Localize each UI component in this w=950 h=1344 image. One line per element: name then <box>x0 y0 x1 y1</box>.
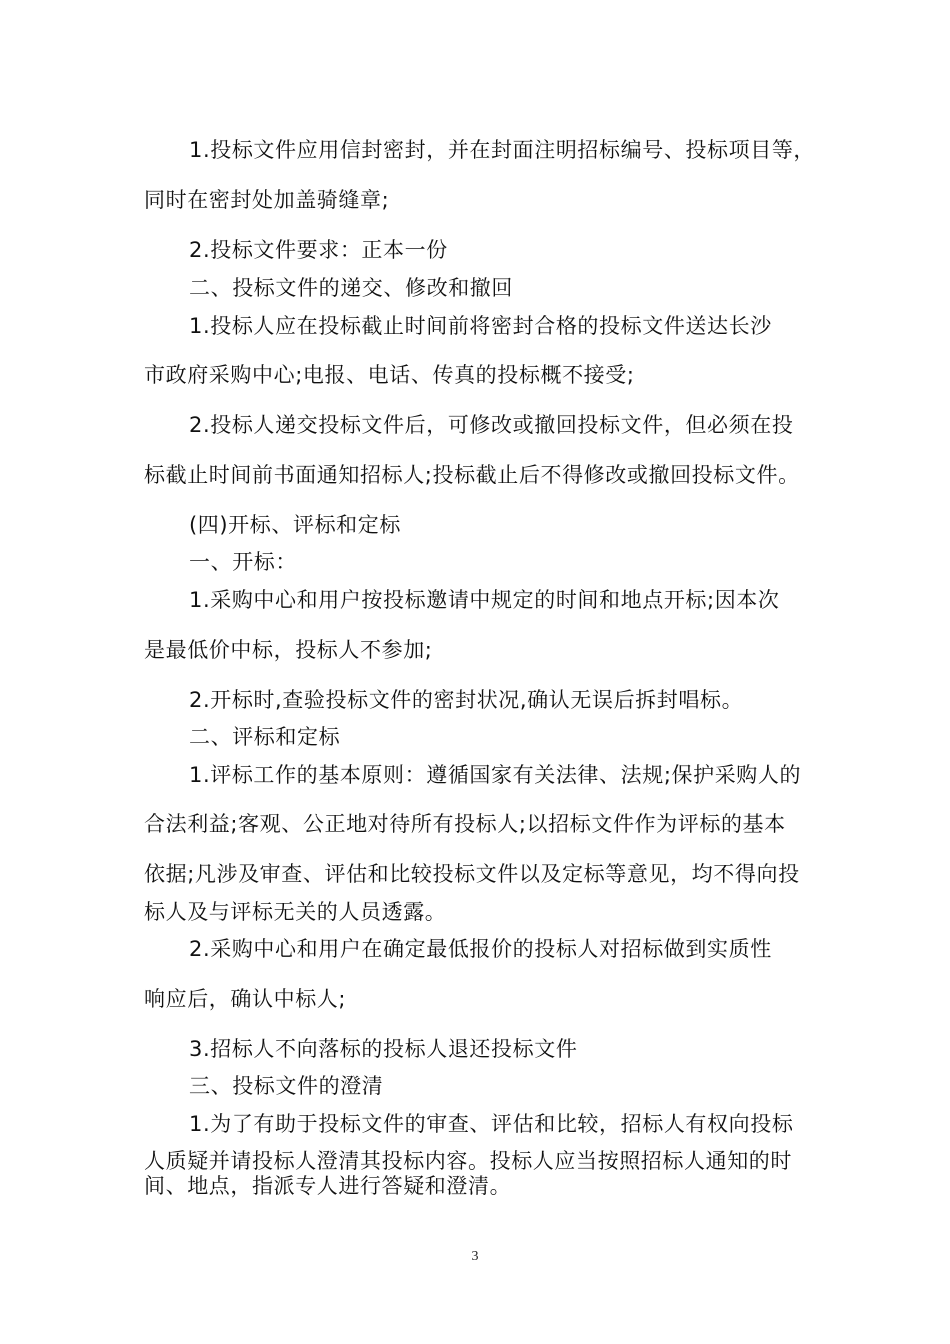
section-heading: 二、投标文件的递交、修改和撤回 <box>189 276 513 300</box>
text-line: 间、地点，指派专人进行答疑和澄清。 <box>144 1174 512 1198</box>
text-line: 2.开标时,查验投标文件的密封状况,确认无误后拆封唱标。 <box>189 688 744 712</box>
text-line: 2.投标文件要求：正本一份 <box>189 238 448 262</box>
text-line: 同时在密封处加盖骑缝章; <box>144 188 390 212</box>
section-heading: (四)开标、评标和定标 <box>189 513 401 537</box>
text-line: 1.评标工作的基本原则：遵循国家有关法律、法规;保护采购人的 <box>189 763 802 787</box>
page-number: 3 <box>471 1249 479 1264</box>
text-line: 3.招标人不向落标的投标人退还投标文件 <box>189 1037 578 1061</box>
text-line: 标截止时间前书面通知招标人;投标截止后不得修改或撤回投标文件。 <box>144 463 800 487</box>
text-line: 是最低价中标，投标人不参加; <box>144 638 433 662</box>
section-heading: 三、投标文件的澄清 <box>189 1074 384 1098</box>
text-line: 1.采购中心和用户按投标邀请中规定的时间和地点开标;因本次 <box>189 588 780 612</box>
text-line: 2.采购中心和用户在确定最低报价的投标人对招标做到实质性 <box>189 937 772 961</box>
text-line: 2.投标人递交投标文件后，可修改或撤回投标文件，但必须在投 <box>189 413 794 437</box>
text-line: 标人及与评标无关的人员透露。 <box>144 900 447 924</box>
text-line: 1.投标文件应用信封密封，并在封面注明招标编号、投标项目等， <box>189 138 816 162</box>
section-heading: 一、开标： <box>189 550 297 574</box>
text-line: 响应后，确认中标人; <box>144 987 347 1011</box>
text-line: 1.为了有助于投标文件的审查、评估和比较，招标人有权向投标 <box>189 1112 794 1136</box>
text-line: 依据;凡涉及审查、评估和比较投标文件以及定标等意见，均不得向投 <box>144 862 800 886</box>
text-line: 人质疑并请投标人澄清其投标内容。投标人应当按照招标人通知的时 <box>144 1149 792 1173</box>
text-line: 1.投标人应在投标截止时间前将密封合格的投标文件送达长沙 <box>189 314 772 338</box>
text-line: 市政府采购中心;电报、电话、传真的投标概不接受; <box>144 363 635 387</box>
text-line: 合法利益;客观、公正地对待所有投标人;以招标文件作为评标的基本 <box>144 812 786 836</box>
section-heading: 二、评标和定标 <box>189 725 341 749</box>
